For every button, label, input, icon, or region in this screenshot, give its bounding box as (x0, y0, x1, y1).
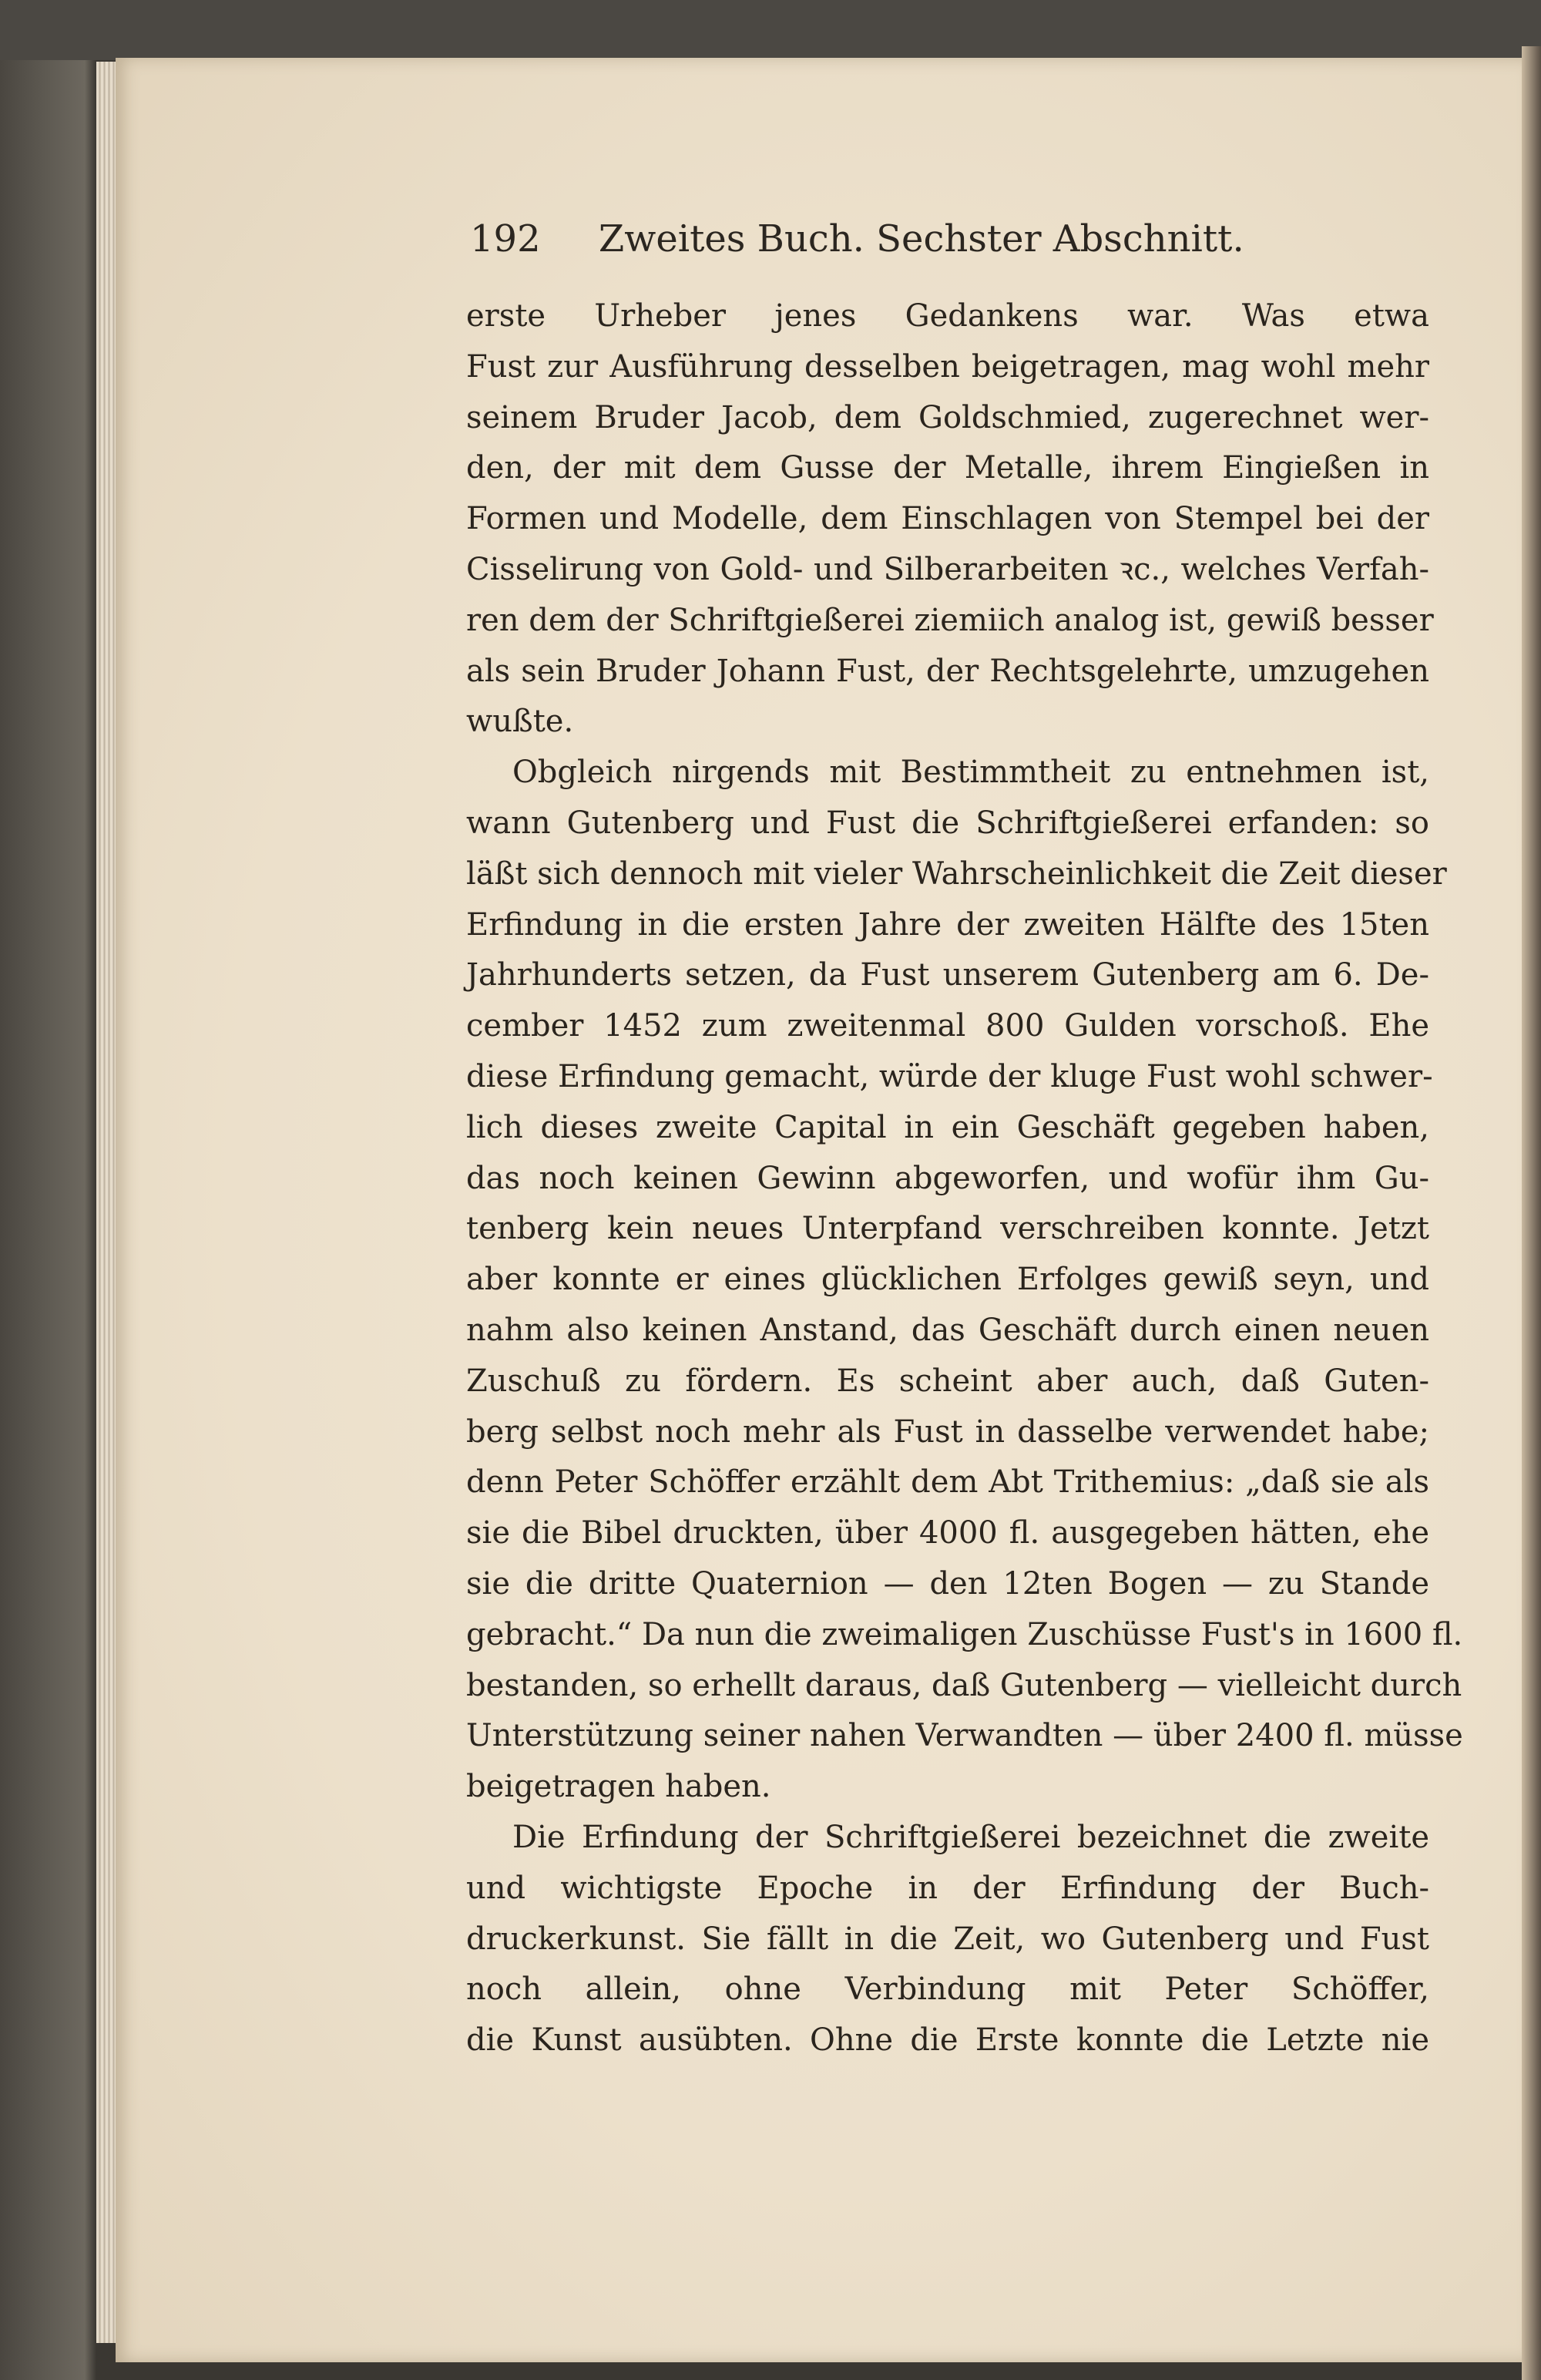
text-line: beigetragen haben. (466, 1769, 771, 1805)
page-number: 192 (470, 217, 541, 261)
running-header (470, 217, 1433, 261)
text-line: erste Urheber jenes Gedankens war. Was etwa (466, 298, 1429, 334)
body-text (466, 291, 1463, 2066)
text-line: Die Erfindung der Schriftgießerei bezeichnet die zweite (512, 1819, 1429, 1855)
text-line: denn Peter Schöffer erzählt dem Abt Trithemius: „daß sie als (466, 1464, 1429, 1501)
text-line: lich dieses zweite Capital in ein Geschäft gegeben haben, (466, 1109, 1429, 1145)
text-line: sie die dritte Quaternion — den 12ten Bogen — zu Stande (466, 1565, 1429, 1602)
text-line: Cisselirung von Gold- und Silberarbeiten ꝛc., welches Verfah- (466, 551, 1429, 587)
paragraph (466, 748, 1463, 1813)
text-line: bestanden, so erhellt daraus, daß Gutenberg — vielleicht durch (466, 1667, 1462, 1703)
text-line: seinem Bruder Jacob, dem Goldschmied, zugerechnet wer- (466, 399, 1429, 435)
text-line: aber konnte er eines glücklichen Erfolges gewiß seyn, und (466, 1262, 1429, 1298)
text-line: Zuschuß zu fördern. Es scheint aber auch, daß Guten- (466, 1363, 1429, 1399)
text-line: wann Gutenberg und Fust die Schriftgießerei erfanden: so (466, 805, 1429, 841)
text-line: gebracht.“ Da nun die zweimaligen Zuschüsse Fust's in 1600 fl. (466, 1616, 1463, 1652)
book-top-edge (0, 0, 1541, 60)
text-line: Obgleich nirgends mit Bestimmtheit zu entnehmen ist, (512, 755, 1429, 791)
text-line: berg selbst noch mehr als Fust in dasselbe verwendet habe; (466, 1414, 1429, 1450)
text-line: druckerkunst. Sie fällt in die Zeit, wo Gutenberg und Fust (466, 1921, 1429, 1957)
text-line: läßt sich dennoch mit vieler Wahrscheinlichkeit die Zeit dieser (466, 856, 1447, 892)
text-line: Fust zur Ausführung desselben beigetragen, mag wohl mehr (466, 348, 1429, 385)
running-title: Zweites Buch. Sechster Abschnitt. (598, 217, 1244, 261)
paragraph (466, 291, 1434, 748)
text-line: das noch keinen Gewinn abgeworfen, und wofür ihm Gu- (466, 1160, 1429, 1196)
text-line: nahm also keinen Anstand, das Geschäft durch einen neuen (466, 1312, 1429, 1348)
text-line: Erfindung in die ersten Jahre der zweiten Hälfte des 15ten (466, 906, 1429, 943)
text-line: tenberg kein neues Unterpfand verschreiben konnte. Jetzt (466, 1211, 1429, 1247)
text-line: wußte. (466, 704, 574, 740)
text-line: cember 1452 zum zweitenmal 800 Gulden vorschoß. Ehe (466, 1008, 1429, 1044)
text-line: diese Erfindung gemacht, würde der kluge Fust wohl schwer- (466, 1058, 1433, 1094)
text-line: Jahrhunderts setzen, da Fust unserem Gutenberg am 6. De- (466, 957, 1429, 993)
text-line: Unterstützung seiner nahen Verwandten — über 2400 fl. müsse (466, 1718, 1463, 1754)
text-line: und wichtigste Epoche in der Erfindung der Buch- (466, 1870, 1429, 1906)
text-line: noch allein, ohne Verbindung mit Peter Schöffer, (466, 1972, 1429, 2008)
paragraph (466, 1813, 1429, 2066)
text-line: den, der mit dem Gusse der Metalle, ihrem Eingießen in (466, 450, 1429, 486)
text-line: ren dem der Schriftgießerei ziemiich analog ist, gewiß besser (466, 602, 1434, 638)
text-line: sie die Bibel druckten, über 4000 fl. ausgegeben hätten, ehe (466, 1515, 1429, 1551)
text-line: als sein Bruder Johann Fust, der Rechtsgelehrte, umzugehen (466, 653, 1429, 689)
text-line: Formen und Modelle, dem Einschlagen von Stempel bei der (466, 501, 1429, 537)
book-right-edge (1522, 46, 1541, 2380)
text-line: die Kunst ausübten. Ohne die Erste konnte die Letzte nie (466, 2022, 1429, 2059)
